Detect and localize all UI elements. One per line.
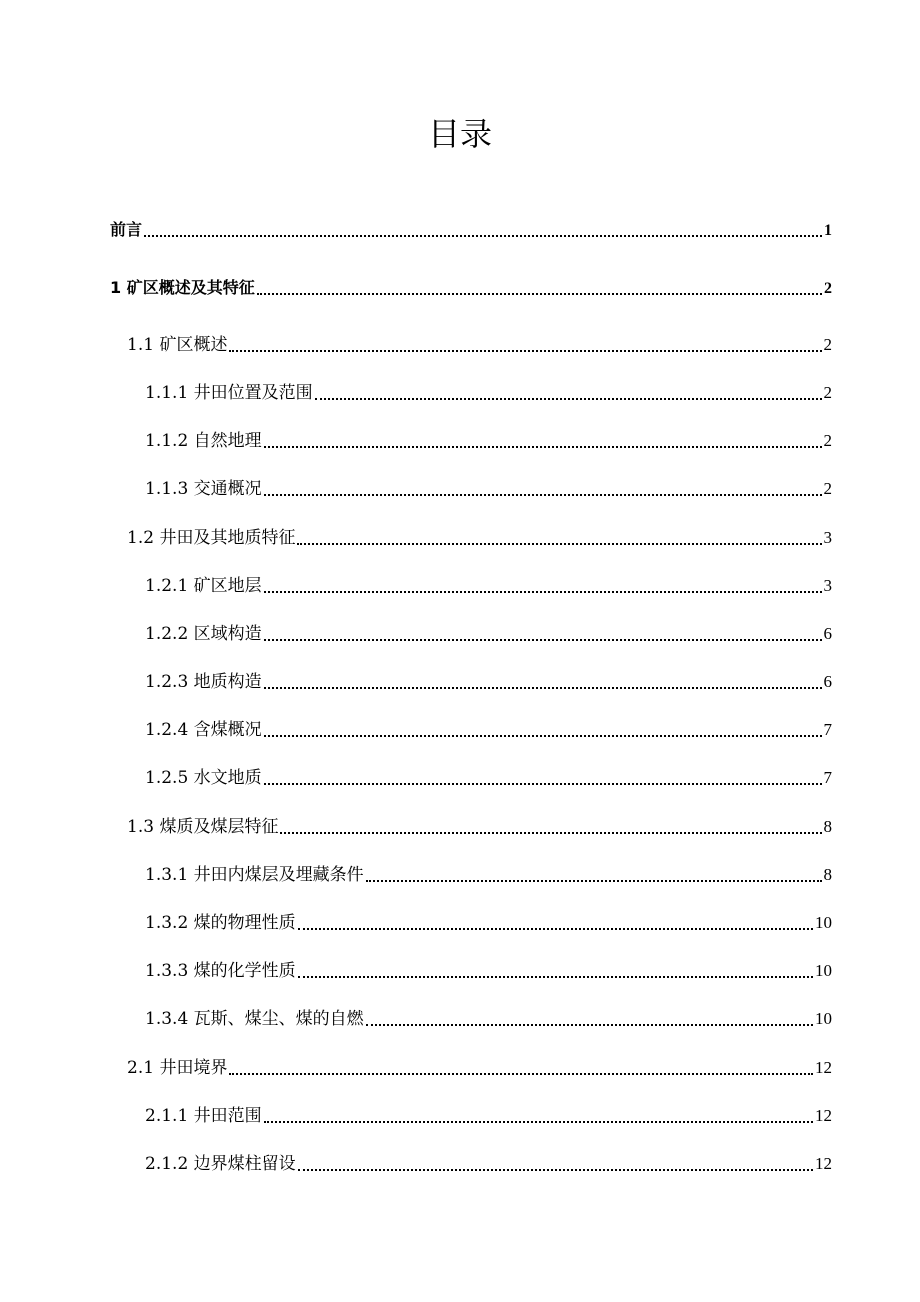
toc-entry[interactable] xyxy=(127,814,832,840)
toc-dot-leader xyxy=(366,1024,813,1026)
toc-dot-leader xyxy=(298,1169,813,1171)
toc-dot-leader xyxy=(264,687,822,689)
toc-entry[interactable] xyxy=(145,669,832,695)
toc-entry-page-number: 12 xyxy=(815,1058,832,1077)
toc-entry[interactable] xyxy=(127,1055,832,1081)
toc-dot-leader xyxy=(297,543,821,545)
toc-entry-page-number: 12 xyxy=(815,1106,832,1125)
toc-entry[interactable] xyxy=(145,862,832,888)
toc-entry-label: 2.1.1 井田范围 xyxy=(145,1106,262,1126)
toc-entry-page-number: 1 xyxy=(824,222,832,239)
toc-entry-page-number: 7 xyxy=(823,720,832,739)
toc-dot-leader xyxy=(264,446,822,448)
toc-entry[interactable] xyxy=(145,1103,832,1129)
toc-entry-page-number: 2 xyxy=(823,431,832,450)
toc-entry-page-number: 7 xyxy=(823,768,832,787)
toc-entry-page-number: 3 xyxy=(823,528,832,547)
toc-entry[interactable] xyxy=(145,476,832,502)
toc-dot-leader xyxy=(264,494,822,496)
toc-dot-leader xyxy=(298,928,813,930)
toc-entry-label: 1.3.2 煤的物理性质 xyxy=(145,913,296,933)
toc-entry-label: 1.2.5 水文地质 xyxy=(145,768,262,788)
toc-entry-page-number: 2 xyxy=(823,335,832,354)
toc-entry-label: 1.2 井田及其地质特征 xyxy=(127,528,296,548)
toc-entry[interactable] xyxy=(145,1151,832,1177)
toc-entry-page-number: 6 xyxy=(823,672,832,691)
toc-entry[interactable] xyxy=(145,380,832,406)
toc-entry-page-number: 12 xyxy=(815,1154,832,1173)
toc-entry-page-number: 3 xyxy=(823,576,832,595)
toc-dot-leader xyxy=(264,783,822,785)
toc-entry[interactable] xyxy=(145,717,832,743)
toc-entry-page-number: 6 xyxy=(823,624,832,643)
toc-entry[interactable] xyxy=(145,428,832,454)
toc-dot-leader xyxy=(229,1073,813,1075)
toc-entry-page-number: 2 xyxy=(824,280,832,297)
toc-entry-label: 1.1.1 井田位置及范围 xyxy=(145,383,313,403)
toc-entry-page-number: 10 xyxy=(815,961,832,980)
toc-entry[interactable] xyxy=(145,765,832,791)
toc-entry[interactable] xyxy=(127,525,832,551)
toc-entry-label: 1.3.3 煤的化学性质 xyxy=(145,961,296,981)
toc-entry[interactable] xyxy=(110,217,832,243)
toc-entry[interactable] xyxy=(145,910,832,936)
toc-entry-label: 1.2.1 矿区地层 xyxy=(145,576,262,596)
toc-entry[interactable] xyxy=(145,573,832,599)
toc-dot-leader xyxy=(264,639,822,641)
toc-entry[interactable] xyxy=(145,958,832,984)
toc-entry-label: 1.3.4 瓦斯、煤尘、煤的自燃 xyxy=(145,1009,364,1029)
toc-entry-label: 2.1 井田境界 xyxy=(127,1058,228,1078)
toc-entry-label: 2.1.2 边界煤柱留设 xyxy=(145,1154,296,1174)
toc-dot-leader xyxy=(264,735,822,737)
toc-dot-leader xyxy=(264,591,822,593)
toc-entry-label: 1.1.3 交通概况 xyxy=(145,479,262,499)
toc-entry-label: 1.2.3 地质构造 xyxy=(145,672,262,692)
toc-entry-label: 1.1.2 自然地理 xyxy=(145,431,262,451)
toc-dot-leader xyxy=(257,293,822,295)
toc-entry[interactable] xyxy=(110,275,832,301)
toc-dot-leader xyxy=(229,350,821,352)
toc-entry-page-number: 2 xyxy=(823,383,832,402)
toc-dot-leader xyxy=(280,832,821,834)
toc-entry-label: 1.2.4 含煤概况 xyxy=(145,720,262,740)
toc-entry[interactable] xyxy=(145,1006,832,1032)
toc-entry-label: 前言 xyxy=(110,220,143,239)
toc-entry[interactable] xyxy=(145,621,832,647)
toc-entry-page-number: 10 xyxy=(815,1009,832,1028)
toc-entry-page-number: 2 xyxy=(823,479,832,498)
toc-entry-label: 1.3 煤质及煤层特征 xyxy=(127,817,279,837)
toc-dot-leader xyxy=(298,976,813,978)
page-title: 目录 xyxy=(427,115,492,153)
toc-entry-page-number: 10 xyxy=(815,913,832,932)
toc-dot-leader xyxy=(264,1121,813,1123)
toc-dot-leader xyxy=(315,398,822,400)
toc-entry-page-number: 8 xyxy=(823,817,832,836)
toc-dot-leader xyxy=(366,880,822,882)
toc-entry-label: 1.1 矿区概述 xyxy=(127,335,228,355)
toc-entry-label: 1.2.2 区域构造 xyxy=(145,624,262,644)
toc-entry[interactable] xyxy=(127,332,832,358)
toc-entry-label: 1 矿区概述及其特征 xyxy=(110,278,255,297)
toc-entry-label: 1.3.1 井田内煤层及埋藏条件 xyxy=(145,865,364,885)
toc-entry-page-number: 8 xyxy=(823,865,832,884)
toc-dot-leader xyxy=(144,235,822,237)
